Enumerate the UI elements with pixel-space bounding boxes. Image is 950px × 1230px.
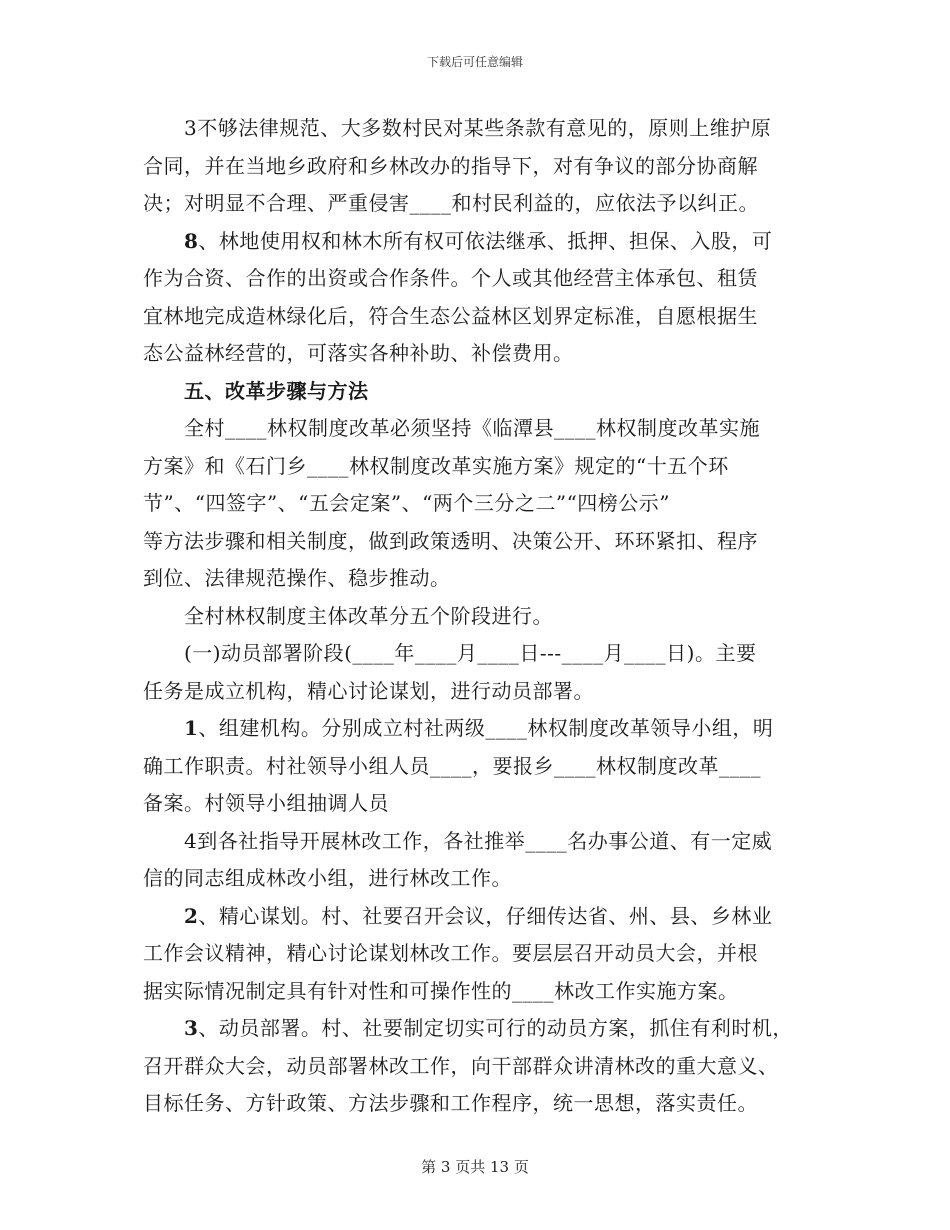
paragraph-line: 节”、“四签字”、“五会定案”、“两个三分之二”“四榜公示”: [143, 491, 671, 515]
numbered-item-3: [143, 1010, 823, 1048]
paragraph-line: 决；对明显不合理、严重侵害____和村民利益的，应依法予以纠正。: [143, 191, 759, 215]
paragraph-line: 任务是成立机构，精心讨论谋划，进行动员部署。: [143, 678, 594, 703]
paragraph-line: 召开群众大会，动员部署林改工作，向干部群众讲清林改的重大意义、: [143, 1053, 779, 1078]
paragraph-line: 到位、法律规范操作、稳步推动。: [143, 566, 451, 590]
paragraph-line: (一)动员部署阶段(____年____月____日---____月____日)。主要: [184, 641, 757, 665]
paragraph-line: 确工作职责。村社领导小组人员____，要报乡____林权制度改革____: [143, 753, 761, 778]
item-text: 、动员部署。村、社要制定切实可行的动员方案，抓住有利时机，: [198, 1016, 793, 1040]
page-footer: 第 3 页共 13 页: [421, 1158, 529, 1176]
document-body: [143, 110, 823, 1123]
paragraph-line: 备案。村领导小组抽调人员: [143, 791, 389, 815]
paragraph-line: 目标任务、方针政策、方法步骤和工作程序，统一思想，落实责任。: [143, 1091, 758, 1115]
paragraph-line: 方案》和《石门乡____林权制度改革实施方案》规定的“十五个环: [143, 453, 729, 478]
paragraph-line: 全村____林权制度改革必须坚持《临潭县____林权制度改革实施: [184, 416, 760, 440]
paragraph-line: 信的同志组成林改小组，进行林改工作。: [143, 866, 512, 890]
item-number: 1: [184, 716, 199, 740]
paragraph-line: 3不够法律规范、大多数村民对某些条款有意见的，原则上维护原: [184, 116, 772, 140]
item-number: 8: [184, 228, 199, 253]
item-text: 、林地使用权和林木所有权可依法继承、抵押、担保、入股，可: [198, 228, 773, 253]
item-text: 、精心谋划。村、社要召开会议，仔细传达省、州、县、乡林业: [198, 903, 773, 928]
numbered-item-1: [143, 710, 823, 748]
numbered-item-8: [143, 223, 823, 261]
item-number: 3: [184, 1016, 199, 1040]
paragraph-line: 合同，并在当地乡政府和乡林改办的指导下，对有争议的部分协商解: [143, 153, 758, 178]
item-number: 2: [184, 903, 199, 928]
numbered-item-2: [143, 898, 823, 936]
paragraph-line: 作为合资、合作的出资或合作条件。个人或其他经营主体承包、租赁: [143, 266, 758, 290]
paragraph-line: 等方法步骤和相关制度，做到政策透明、决策公开、环环紧扣、程序: [143, 528, 758, 553]
section-heading: 五、改革步骤与方法: [184, 378, 369, 403]
paragraph-line: 工作会议精神，精心讨论谋划林改工作。要层层召开动员大会，并根: [143, 941, 758, 965]
paragraph-line: 宜林地完成造林绿化后，符合生态公益林区划界定标准，自愿根据生: [143, 303, 758, 328]
paragraph-line: 态公益林经营的，可落实各种补助、补偿费用。: [143, 341, 574, 365]
paragraph-line: 4到各社指导开展林改工作，各社推举____名办事公道、有一定威: [184, 828, 773, 853]
paragraph-line: 据实际情况制定具有针对性和可操作性的____林改工作实施方案。: [143, 978, 739, 1003]
item-text: 、组建机构。分别成立村社两级____林权制度改革领导小组，明: [198, 716, 774, 740]
page-header: 下载后可任意编辑: [426, 55, 523, 69]
paragraph-line: 全村林权制度主体改革分五个阶段进行。: [184, 603, 553, 628]
